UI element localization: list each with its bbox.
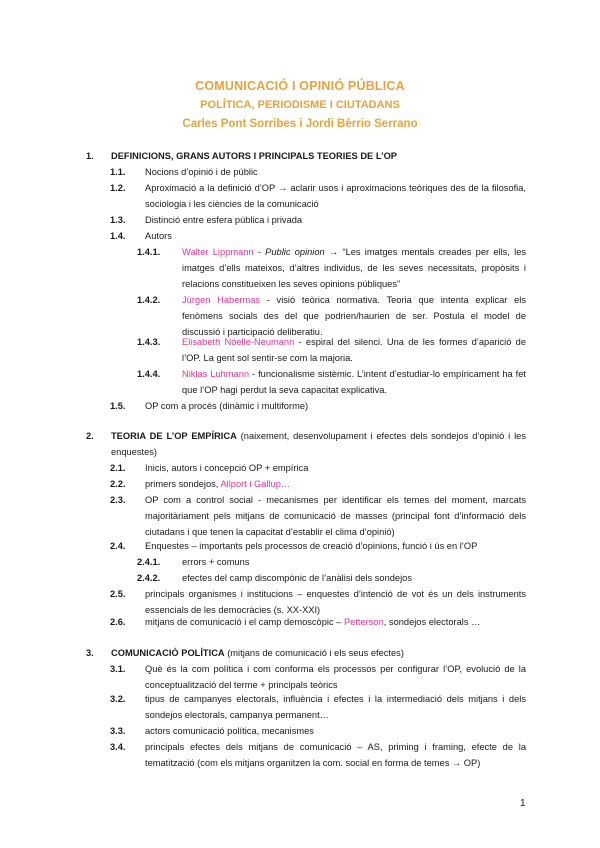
item-number: 2.5. (110, 589, 126, 599)
author-name: Elisabeth Nöelle-Neumann (182, 337, 295, 347)
section-title: DEFINICIONS, GRANS AUTORS I PRINCIPALS TEORIES DE L’OP (111, 151, 397, 161)
item-text: principals efectes dels mitjans de comunicació – AS, priming i framing, efecte de la tematització (com els mitjans organitzen la com. social en forma de temes → OP) (145, 742, 526, 769)
item-number: 2.4.1. (137, 557, 161, 567)
item-text (182, 334, 526, 366)
item-number: 1.3. (110, 215, 126, 225)
item-number: 2.1. (110, 463, 126, 473)
section-title-line (111, 645, 526, 661)
item-number: 3.4. (110, 742, 126, 752)
item-text: principals organismes i institucions – enquestes d’intenció de vot és un dels instruments essencials de les democràcies (s. XX-XXI) (145, 589, 526, 616)
item-text: tipus de campanyes electorals, influència i efectes i la intermediació dels mitjans i dels sondejos electorals, campanya permanent… (145, 694, 526, 721)
item-number: 2.4. (110, 541, 126, 551)
item-text-body: → “Les imatges mentals creades per ells, les imatges d’ells mateixos, d’altres individus, de les seves necessitats, propòsits i relacions constitueixen les seves opinions públiques” (182, 247, 527, 290)
item-text: OP com a procés (dinàmic i multiforme) (145, 401, 309, 411)
section-number: 1. (86, 151, 94, 161)
author-name: Jürgen Habermas (182, 295, 261, 305)
item-text-sep: - (253, 247, 266, 257)
item-text-body: - funcionalisme sistèmic. L’intent d’estudiar-lo empíricament ha fet que l’OP hagi perdut la seva capacitat explicativa. (182, 369, 526, 396)
item-text: Autors (145, 231, 172, 241)
item-text: Inicis, autors i concepció OP + empírica (145, 463, 309, 473)
item-text: Què és la com política i com conforma els processos per configurar l’OP, evolució de la conceptualització del terme + principals teòrics (145, 664, 526, 691)
item-text: actors comunicació política, mecanismes (145, 726, 314, 736)
item-text: errors + comuns (182, 557, 250, 567)
page-number: 1 (520, 798, 526, 809)
section-number: 3. (86, 648, 94, 658)
document-title: COMUNICACIÓ I OPINIÓ PÚBLICA (195, 79, 405, 93)
item-text: OP com a control social - mecanismes per identificar els temes del moment, marcats majoritàriament pels mitjans de comunicació de masses (principal font d’informació dels ciutadans i que tenen la capacitat d’establir el clima d’opinió) (145, 495, 526, 538)
section-number: 2. (86, 431, 94, 441)
item-text: Aproximació a la definició d’OP → aclarir usos i aproximacions teòriques des de la filosofia, sociologia i les ciències de la comunicació (145, 183, 526, 210)
author-name: Petterson (343, 617, 384, 627)
book-title: Public opinion (265, 247, 325, 257)
section-2-heading (86, 428, 526, 460)
author-name: Walter Lippmann (182, 247, 254, 257)
item-text-body: - espiral del silenci. Una de les formes d’aparició de l’OP. La gent sol sentir-se com la majoria. (182, 337, 527, 364)
item-number: 2.6. (110, 617, 126, 627)
item-text (145, 476, 526, 492)
section-title: TEORIA DE L’OP EMPÍRICA (111, 431, 237, 441)
item-number: 1.2. (110, 183, 126, 193)
item-text-body: - visió teòrica normativa. Teoria que intenta explicar els fenòmens socials des del que podrien/haurien de ser. Postula el model de discussió i participació deliberatiu. (182, 295, 526, 338)
item-number: 3.1. (110, 664, 126, 674)
item-number: 3.3. (110, 726, 126, 736)
item-number: 1.4.3. (137, 337, 161, 347)
author-name: Niklas Luhmann (182, 369, 250, 379)
item-number: 1.1. (110, 167, 126, 177)
item-text (145, 614, 526, 630)
item-text: Enquestes – importants pels processos de creació d’opinions, funció i ús en l’OP (145, 541, 478, 551)
document-subtitle: POLÍTICA, PERIODISME I CIUTADANS (200, 99, 400, 111)
section-title-rest: (mitjans de comunicació i els seus efectes) (224, 648, 404, 658)
item-text-tail: , sondejos electorals … (383, 617, 481, 627)
document-authors: Carles Pont Sorribes i Jordi Bèrrio Serrano (182, 118, 418, 130)
item-text: Nocions d’opinió i de públic (145, 167, 258, 177)
item-number: 3.2. (110, 694, 126, 704)
section-title: COMUNICACIÓ POLÍTICA (111, 648, 225, 658)
item-text: Distinció entre esfera pública i privada (145, 215, 303, 225)
author-names: Allport i Gallup… (220, 479, 291, 489)
item-number: 2.4.2. (137, 573, 161, 583)
item-number: 2.2. (110, 479, 126, 489)
section-1-heading (86, 148, 526, 164)
item-text-body: mitjans de comunicació i el camp demoscòpic – (145, 617, 344, 627)
item-number: 1.5. (110, 401, 126, 411)
section-title-line (111, 428, 526, 460)
item-number: 1.4.1. (137, 247, 161, 257)
item-text (182, 244, 526, 293)
item-text (182, 366, 526, 398)
item-number: 2.3. (110, 495, 126, 505)
item-text-body: primers sondejos, (145, 479, 221, 489)
item-number: 1.4. (110, 231, 126, 241)
item-text: efectes del camp discompònic de l’anàlisi dels sondejos (182, 573, 412, 583)
section-title-rest: (naixement, desenvolupament i efectes dels sondejos d’opinió i les enquestes) (111, 431, 526, 457)
item-number: 1.4.4. (137, 369, 161, 379)
item-number: 1.4.2. (137, 295, 161, 305)
section-3-heading (86, 645, 526, 661)
